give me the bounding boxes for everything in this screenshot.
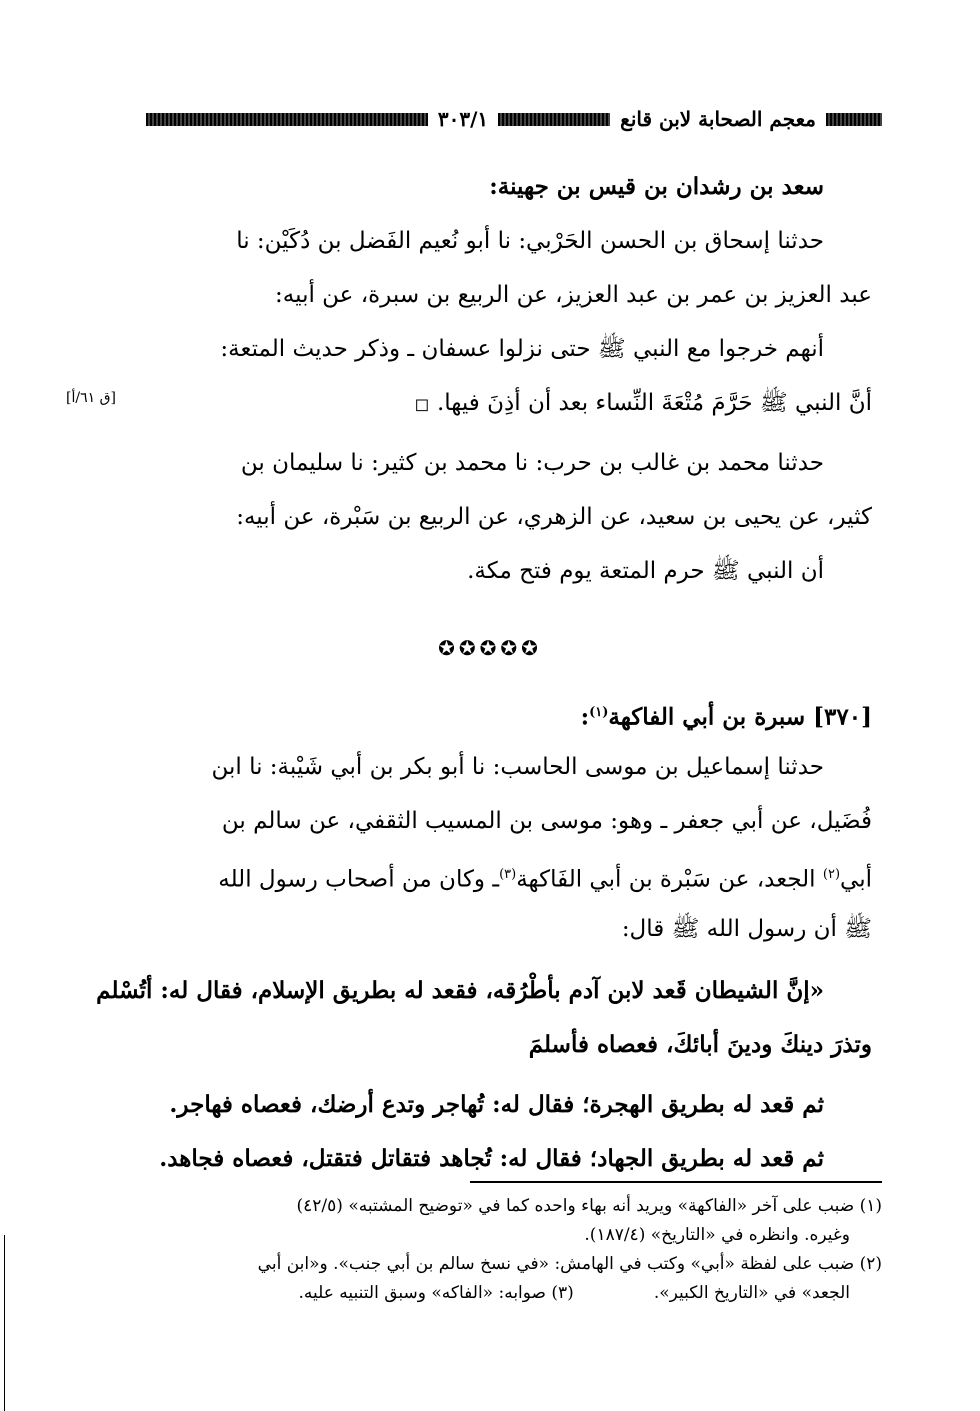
- hadith-text-line: «إنَّ الشيطان قَعد لابن آدم بأطْرُقه، فقعد له بطريق الإسلام، فقال له: أتُسْلم: [96, 977, 824, 1004]
- running-header: [146, 108, 882, 130]
- entry-title: [137, 686, 872, 740]
- text-line: أن النبي ﷺ حرم المتعة يوم فتح مكة.: [467, 558, 824, 584]
- page-edge-rule: [4, 1235, 5, 1411]
- text-line: كثير، عن يحيى بن سعيد، عن الزهري، عن الربيع بن سَبْرة، عن أبيه:: [236, 504, 872, 530]
- header-bar-right: [826, 113, 882, 126]
- footnote-2-end: الجعد» في «التاريخ الكبير».: [653, 1283, 850, 1303]
- text-line: حدثنا محمد بن غالب بن حرب: نا محمد بن كثير: نا سليمان بن: [240, 450, 824, 476]
- text-span: أنَّ النبي ﷺ حَرَّمَ مُتْعَةَ النِّساء بعد أن أذِنَ فيها.: [436, 390, 872, 416]
- section-sabra: [96, 686, 872, 1186]
- section-divider-stars: ✪✪✪✪✪: [438, 636, 542, 660]
- footnote-1-cont: وغيره. وانظره في «التاريخ» (١٨٧/٤).: [584, 1225, 850, 1245]
- footnote-separator: [470, 1181, 882, 1183]
- footnote-ref: (٢): [822, 867, 841, 882]
- text-span: الجعد، عن سَبْرة بن أبي الفَاكهة: [516, 866, 823, 893]
- footnote-2-cont: [137, 1279, 882, 1308]
- footnote-ref: (١): [589, 705, 609, 720]
- text-line: [137, 376, 872, 430]
- footnote-3: (٣) صوابه: «الفاكه» وسبق التنبيه عليه.: [298, 1283, 574, 1303]
- footnotes: [137, 1192, 882, 1308]
- manuscript-folio-note: [ق ٦١/أ]: [66, 390, 116, 406]
- section-sad: [137, 160, 872, 598]
- page-number: ٣٠٣/١: [437, 107, 489, 131]
- entry-title-colon: :: [580, 703, 590, 731]
- text-line: ﷺ أن رسول الله ﷺ قال:: [621, 916, 872, 942]
- entry-title: سعد بن رشدان بن قيس بن جهينة:: [489, 173, 824, 200]
- hadith-text-line: ثم قعد له بطريق الجهاد؛ فقال له: تُجاهد فتقاتل فتقتل، فعصاه فجاهد.: [159, 1145, 824, 1172]
- text-line: حدثنا إسحاق بن الحسن الحَرْبي: نا أبو نُعيم الفَضل بن دُكَيْن: نا: [236, 228, 824, 254]
- entry-title-text: [٣٧٠] سبرة بن أبي الفاكهة: [608, 703, 872, 731]
- text-line: حدثنا إسماعيل بن موسى الحاسب: نا أبو بكر بن أبي شَيْبة: نا ابن: [211, 754, 824, 780]
- text-line: [137, 848, 872, 902]
- footnote-ref: (٣): [499, 867, 517, 882]
- hadith-text-line: وتذرَ دينكَ ودينَ أبائكَ، فعصاه فأسلمَ: [528, 1031, 872, 1058]
- footnote-2: (٢) ضبب على لفظة «أبي» وكتب في الهامش: «في نسخ سالم بن أبي جنب». و«ابن أبي: [257, 1254, 882, 1274]
- end-of-hadith-mark: ◻: [414, 394, 430, 415]
- book-title: معجم الصحابة لابن قانع: [620, 107, 816, 131]
- header-bar-left: [146, 113, 428, 126]
- text-line: عبد العزيز بن عمر بن عبد العزيز، عن الربيع بن سبرة، عن أبيه:: [275, 282, 872, 308]
- text-line: فُضَيل، عن أبي جعفر ـ وهو: موسى بن المسيب الثقفي، عن سالم بن: [221, 808, 872, 834]
- hadith-text-line: ثم قعد له بطريق الهجرة؛ فقال له: تُهاجر وتدع أرضك، فعصاه فهاجر.: [169, 1091, 824, 1118]
- header-bar-middle: [498, 113, 610, 126]
- text-line: أنهم خرجوا مع النبي ﷺ حتى نزلوا عسفان ـ وذكر حديث المتعة:: [220, 336, 824, 362]
- footnote-1: (١) ضبب على آخر «الفاكهة» ويريد أنه بهاء واحده كما في «توضيح المشتبه» (٤٢/٥): [296, 1196, 882, 1216]
- text-span: أبي: [840, 866, 872, 893]
- text-span: ـ وكان من أصحاب رسول الله: [218, 866, 500, 893]
